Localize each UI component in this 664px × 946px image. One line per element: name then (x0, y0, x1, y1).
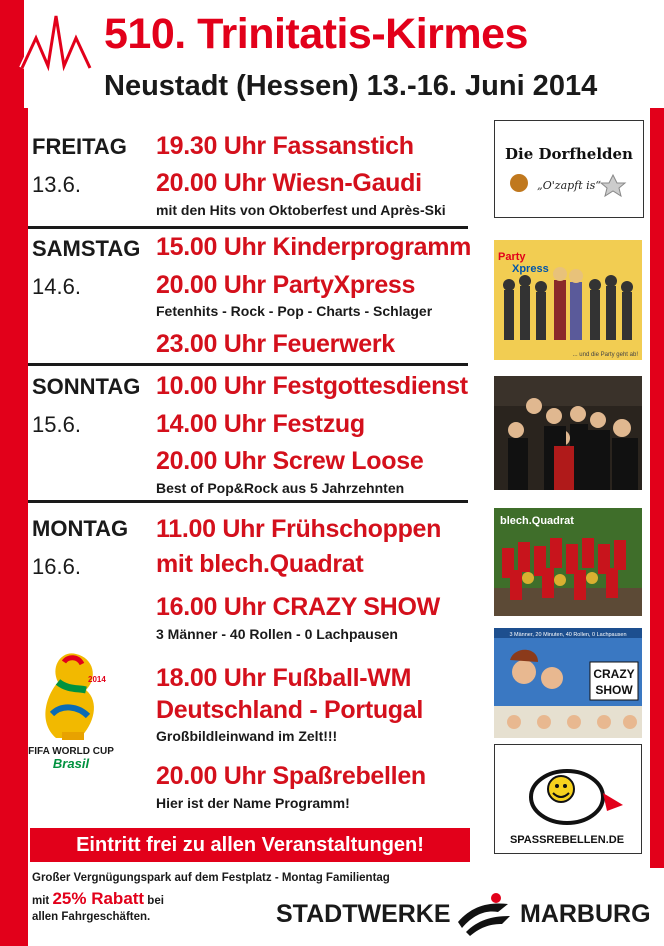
event-subtitle: 3 Männer - 40 Rollen - 0 Lachpausen (156, 626, 398, 642)
day-label: SAMSTAG (32, 236, 141, 261)
event-title: 23.00 Uhr Feuerwerk (156, 330, 395, 358)
event-title: 16.00 Uhr CRAZY SHOW (156, 593, 440, 621)
blech-name: blech.Quadrat (500, 515, 574, 527)
event-subtitle: Großbildleinwand im Zelt!!! (156, 728, 338, 744)
fifa-world-cup-logo (28, 642, 114, 772)
wm-line1: FIFA WORLD CUP (28, 746, 114, 757)
sponsor-stadtwerke: STADTWERKE (276, 900, 451, 928)
event-subtitle: Hier ist der Name Programm! (156, 795, 350, 811)
church-towers-logo-icon (18, 8, 94, 108)
page-title: 510. Trinitatis-Kirmes (104, 10, 528, 58)
photo-partyxpress (494, 240, 642, 360)
event-title: 15.00 Uhr Kinderprogramm (156, 233, 472, 261)
partyxpress-caption: ... und die Party geht ab! (572, 352, 638, 358)
footer-line-2 (32, 889, 164, 909)
event-subtitle: Fetenhits - Rock - Pop - Charts - Schlager (156, 303, 433, 319)
wm-line2: Brasil (52, 756, 90, 771)
event-title: 18.00 Uhr Fußball-WM (156, 664, 412, 692)
footer-line-3: allen Fahrgeschäften. (32, 911, 151, 923)
right-red-stripe (650, 108, 664, 868)
photo-crazy-show (494, 628, 642, 738)
event-title: 20.00 Uhr Screw Loose (156, 447, 424, 475)
partyxpress-logo-top: Party (498, 251, 526, 263)
event-title: mit blech.Quadrat (156, 550, 364, 578)
day-date: 13.6. (32, 172, 81, 197)
crazy-caption: 3 Männer, 20 Minuten, 40 Rollen, 0 Lachpausen (509, 632, 627, 638)
dorfhelden-name: Die Dorfhelden (505, 145, 633, 163)
page-subtitle: Neustadt (Hessen) 13.-16. Juni 2014 (104, 70, 598, 102)
event-title: Deutschland - Portugal (156, 696, 424, 724)
left-red-stripe (0, 0, 24, 946)
day-date: 16.6. (32, 554, 81, 579)
section-divider (28, 226, 468, 229)
event-title: 20.00 Uhr Spaßrebellen (156, 762, 426, 790)
spassrebellen-caption: SPASSREBELLEN.DE (509, 834, 625, 846)
stadtwerke-swoosh-icon (452, 892, 514, 936)
day-date: 14.6. (32, 274, 81, 299)
day-label: MONTAG (32, 516, 129, 541)
day-label: FREITAG (32, 134, 127, 159)
dorfhelden-slogan: „O'zapft is“ (537, 179, 601, 192)
event-title: 19.30 Uhr Fassanstich (156, 132, 414, 160)
photo-dorfhelden (494, 120, 644, 218)
photo-spassrebellen (494, 744, 642, 854)
footer-mit: mit (32, 895, 50, 907)
left-red-line (24, 108, 28, 946)
footer-line-1: Großer Vergnügungspark auf dem Festplatz - Montag Familientag (32, 872, 390, 884)
day-date: 15.6. (32, 412, 81, 437)
event-subtitle: Best of Pop&Rock aus 5 Jahrzehnten (156, 480, 405, 496)
footer-bei: bei (147, 895, 164, 907)
rabatt-highlight: 25% Rabatt (52, 889, 145, 908)
event-title: 20.00 Uhr Wiesn-Gaudi (156, 169, 422, 197)
event-title: 11.00 Uhr Frühschoppen (156, 515, 442, 543)
section-divider (28, 363, 468, 366)
sponsor-marburg: MARBURG (520, 900, 651, 928)
crazy-logo-2: SHOW (595, 683, 633, 697)
event-subtitle: mit den Hits von Oktoberfest und Après-Ski (156, 202, 446, 218)
wm-year: 2014 (88, 675, 106, 684)
section-divider (28, 500, 468, 503)
crazy-logo-1: CRAZY (593, 667, 635, 681)
event-title: 10.00 Uhr Festgottesdienst (156, 372, 468, 400)
photo-blech-quadrat (494, 508, 642, 616)
free-entry-banner: Eintritt frei zu allen Veranstaltungen! (30, 828, 470, 862)
event-title: 14.00 Uhr Festzug (156, 410, 365, 438)
photo-screw-loose (494, 376, 642, 490)
event-title: 20.00 Uhr PartyXpress (156, 271, 416, 299)
partyxpress-logo-bottom: Xpress (512, 263, 549, 275)
day-label: SONNTAG (32, 374, 141, 399)
